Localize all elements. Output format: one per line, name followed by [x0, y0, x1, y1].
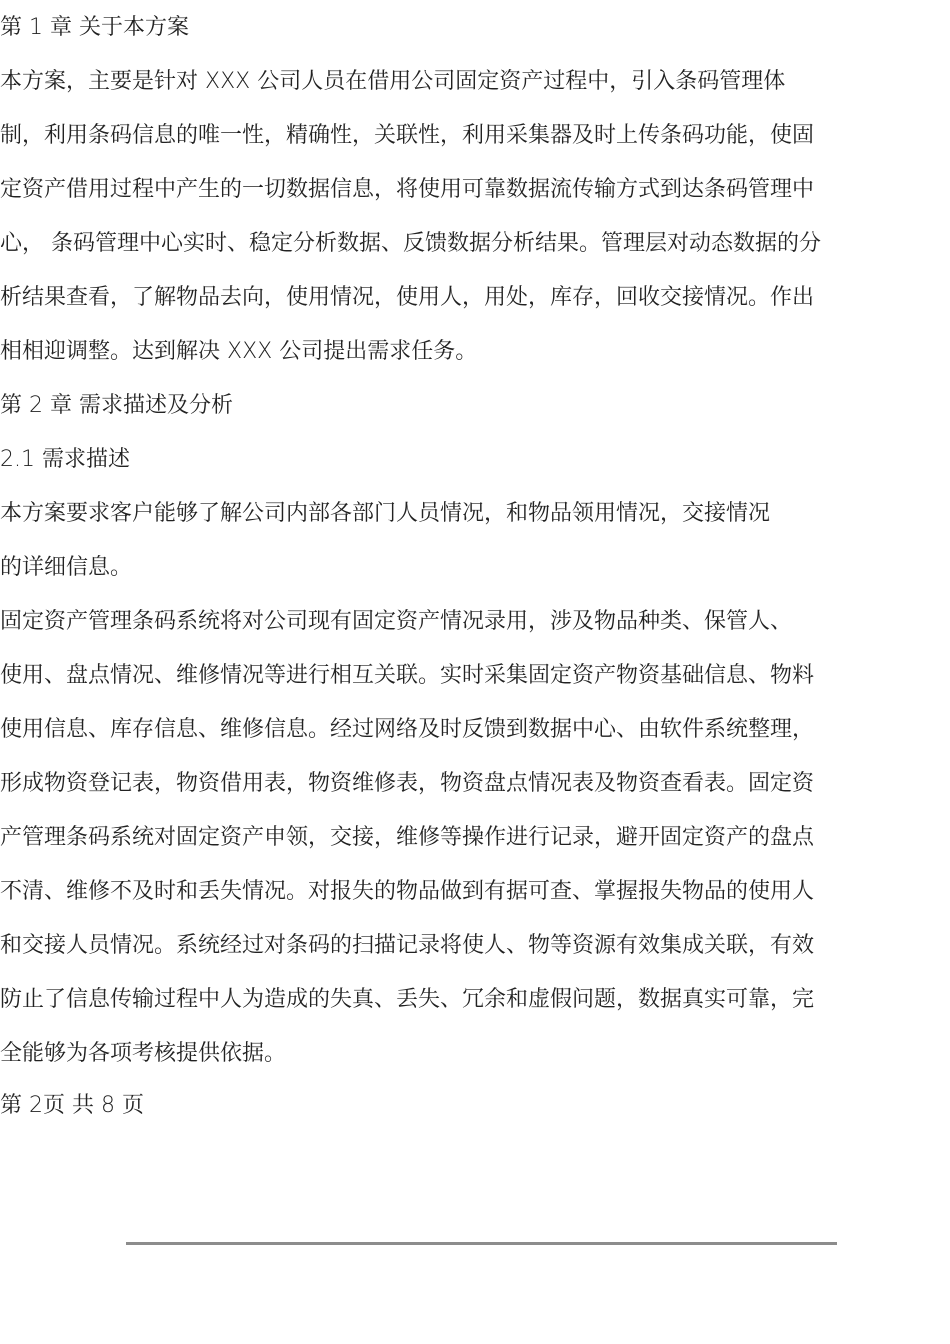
system-line-3: 使用信息、库存信息、维修信息。经过网络及时反馈到数据中心、由软件系统整理， — [0, 717, 815, 742]
section-2-1-heading: 2.1 需求描述 — [0, 447, 130, 472]
system-line-4: 形成物资登记表，物资借用表，物资维修表，物资盘点情况表及物资查看表。固定资 — [0, 771, 815, 796]
chapter-2-heading: 第 2 章 需求描述及分析 — [0, 393, 233, 418]
system-line-6: 不清、维修不及时和丢失情况。对报失的物品做到有据可查、掌握报失物品的使用人 — [0, 879, 815, 904]
system-line-7: 和交接人员情况。系统经过对条码的扫描记录将使人、物等资源有效集成关联，有效 — [0, 933, 815, 958]
requirement-line-1: 本方案要求客户能够了解公司内部各部门人员情况，和物品领用情况，交接情况 — [0, 501, 771, 526]
requirement-line-2: 的详细信息。 — [0, 555, 133, 580]
intro-line-3: 定资产借用过程中产生的一切数据信息，将使用可靠数据流传输方式到达条码管理中 — [0, 177, 815, 202]
footer-divider — [126, 1242, 837, 1245]
intro-line-1: 本方案，主要是针对 XXX 公司人员在借用公司固定资产过程中，引入条码管理体 — [0, 69, 786, 94]
system-line-8: 防止了信息传输过程中人为造成的失真、丢失、冗余和虚假问题，数据真实可靠，完 — [0, 987, 815, 1012]
system-line-1: 固定资产管理条码系统将对公司现有固定资产情况录用，涉及物品种类、保管人、 — [0, 609, 793, 634]
system-line-2: 使用、盘点情况、维修情况等进行相互关联。实时采集固定资产物资基础信息、物料 — [0, 663, 815, 688]
system-line-5: 产管理条码系统对固定资产申领，交接，维修等操作进行记录，避开固定资产的盘点 — [0, 825, 815, 850]
page-indicator: 第 2页 共 8 页 — [0, 1093, 144, 1118]
intro-line-6: 相相迎调整。达到解决 XXX 公司提出需求任务。 — [0, 339, 478, 364]
system-line-9: 全能够为各项考核提供依据。 — [0, 1041, 287, 1066]
intro-line-4: 心， 条码管理中心实时、稳定分析数据、反馈数据分析结果。管理层对动态数据的分 — [0, 231, 821, 256]
intro-line-2: 制，利用条码信息的唯一性，精确性，关联性，利用采集器及时上传条码功能，使固 — [0, 123, 815, 148]
chapter-1-heading: 第 1 章 关于本方案 — [0, 15, 189, 40]
intro-line-5: 析结果查看，了解物品去向，使用情况，使用人，用处，库存，回收交接情况。作出 — [0, 285, 815, 310]
